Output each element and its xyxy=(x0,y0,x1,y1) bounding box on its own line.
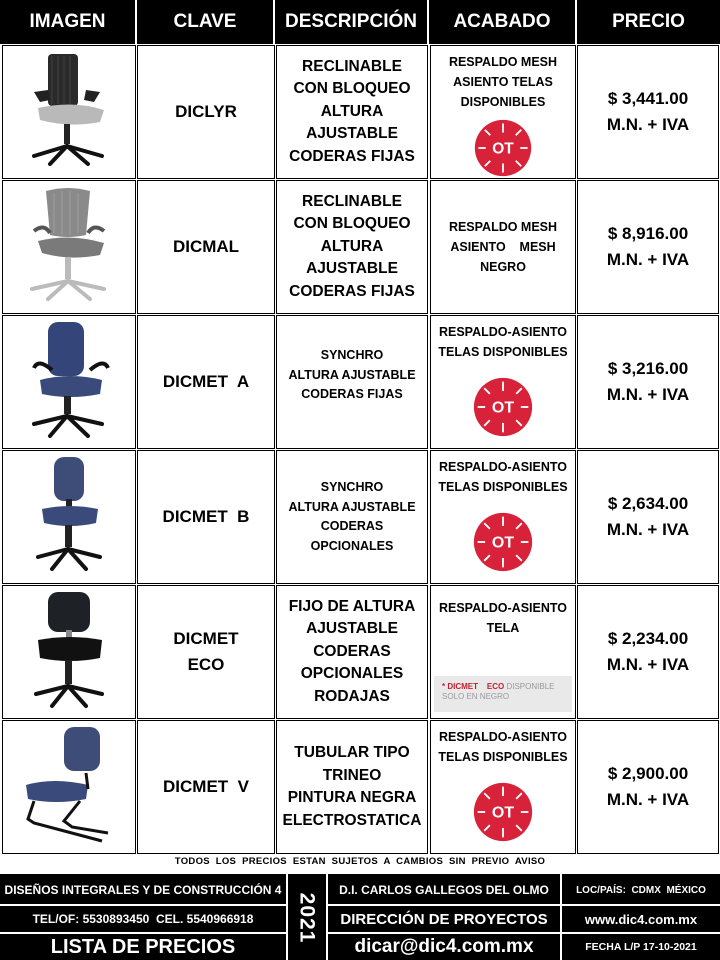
fabric-options-badge-icon xyxy=(472,118,534,178)
row-5-descripcion: FIJO DE ALTURA AJUSTABLE CODERAS OPCIONALES RODAJAS xyxy=(276,585,428,719)
product-image-cell xyxy=(2,45,136,179)
price-disclaimer: TODOS LOS PRECIOS ESTAN SUJETOS A CAMBIOS SIN PREVIO AVISO xyxy=(174,856,546,867)
footer xyxy=(0,874,720,960)
availability-note xyxy=(434,676,572,712)
mesh-office-chair-image xyxy=(4,48,134,176)
row-2-acabado: RESPALDO MESH ASIENTO MESH NEGRO xyxy=(430,180,576,314)
row-1-descripcion: RECLINABLE CON BLOQUEO ALTURA AJUSTABLE CODERAS FIJAS xyxy=(276,45,428,179)
row-4-descripcion: SYNCHRO ALTURA AJUSTABLE CODERAS OPCIONALES xyxy=(276,450,428,584)
note-availability: DISPONIBLE xyxy=(506,682,555,691)
company-phones: TEL/OF: 5530893450 CEL. 5540966918 xyxy=(32,912,254,926)
row-4-clave: DICMET B xyxy=(137,450,275,584)
row-2-descripcion: RECLINABLE CON BLOQUEO ALTURA AJUSTABLE CODERAS FIJAS xyxy=(276,180,428,314)
row-6-descripcion: TUBULAR TIPO TRINEO PINTURA NEGRA ELECTROSTATICA xyxy=(276,720,428,854)
row-4-acabado: RESPALDO-ASIENTO TELAS DISPONIBLES OT xyxy=(430,450,576,584)
fabric-options-badge-icon xyxy=(472,511,534,573)
row-1-acabado: RESPALDO MESH ASIENTO TELAS DISPONIBLES OT xyxy=(430,45,576,179)
blue-task-chair-image xyxy=(4,453,134,581)
row-3-descripcion: SYNCHRO ALTURA AJUSTABLE CODERAS FIJAS xyxy=(276,315,428,449)
row-5-acabado: RESPALDO-ASIENTO TELA * DICMET ECO DISPONIBLE SOLO EN NEGRO xyxy=(430,585,576,719)
header-acabado: ACABADO xyxy=(429,0,577,44)
contact-person: D.I. CARLOS GALLEGOS DEL OLMO xyxy=(339,883,549,897)
list-date: FECHA L/P 17-10-2021 xyxy=(585,941,697,953)
row-1-clave: DICLYR xyxy=(137,45,275,179)
row-5-clave: DICMET ECO xyxy=(137,585,275,719)
product-image-cell xyxy=(2,315,136,449)
product-image-cell xyxy=(2,450,136,584)
row-2-clave: DICMAL xyxy=(137,180,275,314)
black-eco-chair-image xyxy=(4,588,134,716)
badge-label: OT xyxy=(491,399,515,417)
header-imagen: IMAGEN xyxy=(0,0,137,44)
header-descripcion: DESCRIPCIÓN xyxy=(275,0,429,44)
header-clave: CLAVE xyxy=(137,0,275,44)
list-title: LISTA DE PRECIOS xyxy=(50,935,236,958)
fabric-options-badge-icon xyxy=(472,376,534,438)
row-3-clave: DICMET A xyxy=(137,315,275,449)
product-image-cell xyxy=(2,180,136,314)
sled-base-visitor-chair-image xyxy=(4,723,134,851)
contact-email[interactable]: dicar@dic4.com.mx xyxy=(354,936,534,957)
badge-label: OT xyxy=(492,140,514,158)
blue-task-chair-with-arms-image xyxy=(4,318,134,446)
location: LOC/PAÍS: CDMX MÉXICO xyxy=(576,884,706,896)
row-6-clave: DICMET V xyxy=(137,720,275,854)
company-name: DISEÑOS INTEGRALES Y DE CONSTRUCCIÓN 4 xyxy=(4,883,282,897)
row-4-precio: $ 2,634.00 M.N. + IVA xyxy=(577,450,719,584)
row-2-precio: $ 8,916.00 M.N. + IVA xyxy=(577,180,719,314)
row-1-precio: $ 3,441.00 M.N. + IVA xyxy=(577,45,719,179)
row-6-acabado: RESPALDO-ASIENTO TELAS DISPONIBLES OT xyxy=(430,720,576,854)
fabric-options-badge-icon xyxy=(472,781,534,843)
product-image-cell xyxy=(2,585,136,719)
note-product: * DICMET ECO xyxy=(442,682,505,691)
row-5-precio: $ 2,234.00 M.N. + IVA xyxy=(577,585,719,719)
row-6-precio: $ 2,900.00 M.N. + IVA xyxy=(577,720,719,854)
row-3-precio: $ 3,216.00 M.N. + IVA xyxy=(577,315,719,449)
header-precio: PRECIO xyxy=(577,0,720,44)
gray-mesh-chair-image xyxy=(4,183,134,311)
row-3-acabado: RESPALDO-ASIENTO TELAS DISPONIBLES OT xyxy=(430,315,576,449)
product-image-cell xyxy=(2,720,136,854)
badge-label: OT xyxy=(491,804,515,822)
note-color: SOLO EN NEGRO xyxy=(442,692,510,701)
year-label: 2021 xyxy=(295,892,318,944)
badge-label: OT xyxy=(491,534,515,552)
website-link[interactable]: www.dic4.com.mx xyxy=(584,911,698,927)
department: DIRECCIÓN DE PROYECTOS xyxy=(340,910,548,928)
